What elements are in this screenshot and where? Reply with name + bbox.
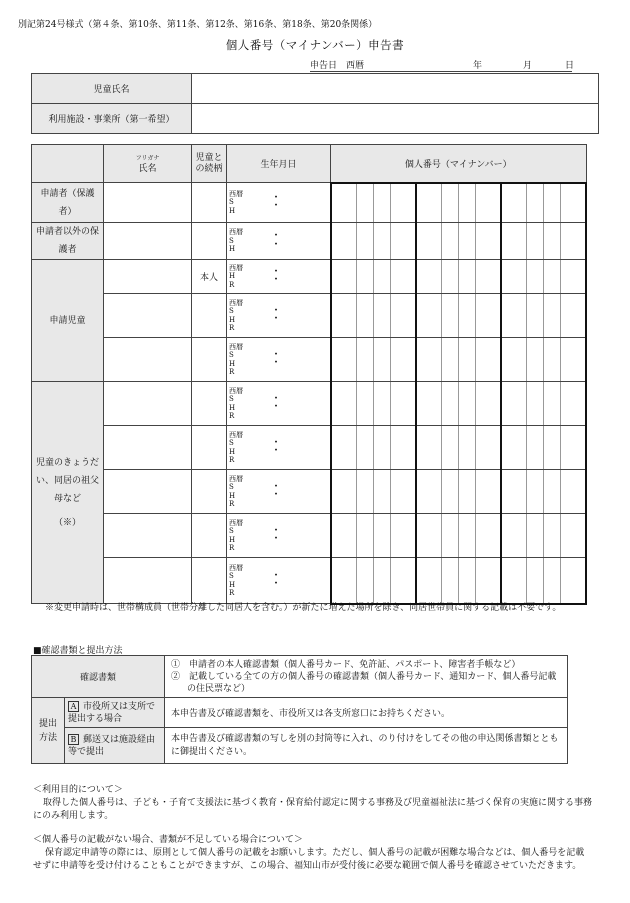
facility-label: 利用施設・事業所（第一希望） (32, 104, 192, 134)
mynumber-digit-cell[interactable] (373, 260, 390, 294)
mynumber-digit-cell[interactable] (416, 382, 442, 426)
mynumber-digit-cell[interactable] (560, 338, 586, 382)
siblings-mark: （※） (53, 517, 81, 528)
dob-field[interactable] (227, 260, 331, 294)
furigana-label: フリガナ (135, 154, 160, 162)
dob-field[interactable] (227, 426, 331, 470)
era-option: R (229, 500, 235, 508)
mynumber-digit-cell[interactable] (356, 558, 373, 604)
change-note: ※変更申請時は、世帯構成員（世帯分離した同居人を含む。）が新たに増えた場所を除き、同居世帯員に関する記載は不要です。 (45, 603, 562, 613)
mynumber-digit-cell[interactable] (331, 382, 357, 426)
relation-field[interactable] (192, 183, 227, 223)
missing-text: 保育認定申請等の際には、原則として個人番号の記載をお願いします。ただし、個人番号の記載が困難な場合などは、個人番号を記載せずに申請等を受け付けることもことができますが、この場合、福知山市が受付後に必要な範囲で個人番号を確認させていただきます。 (33, 848, 585, 871)
mynumber-digit-cell[interactable] (441, 338, 458, 382)
era-option: R (229, 544, 235, 552)
purpose-heading: ＜利用目的について＞ (33, 785, 123, 795)
household-table (31, 144, 587, 605)
mynumber-digit-cell[interactable] (441, 294, 458, 338)
mynumber-digit-cell[interactable] (458, 183, 475, 223)
relation-field[interactable] (192, 426, 227, 470)
era-option: S (229, 307, 234, 315)
mynumber-digit-cell[interactable] (331, 223, 357, 260)
mynumber-digit-cell[interactable] (373, 183, 390, 223)
mynumber-digit-cell[interactable] (373, 294, 390, 338)
mynumber-digit-cell[interactable] (416, 294, 442, 338)
mynumber-digit-cell[interactable] (475, 470, 501, 514)
mynumber-digit-cell[interactable] (458, 426, 475, 470)
mynumber-digit-cell[interactable] (356, 338, 373, 382)
mynumber-digit-cell[interactable] (441, 558, 458, 604)
date-separator-dots: ・ ・ (271, 266, 295, 286)
era-option: 西暦 (229, 189, 243, 198)
era-option: H (229, 359, 236, 368)
era-option: 西暦 (229, 386, 243, 395)
household-row (32, 514, 587, 558)
era-option: 西暦 (229, 298, 243, 307)
doc-line-2: ② 記載している全ての方の個人番号の確認書類（個人番号カード、通知カード、個人番号記載の住民票など） (171, 671, 557, 694)
date-separator-dots: ・ ・ (271, 349, 295, 369)
mynumber-digit-cell[interactable] (501, 514, 527, 558)
row-applicant-label (32, 183, 104, 223)
mynumber-digit-cell[interactable] (526, 260, 543, 294)
mynumber-digit-cell[interactable] (356, 470, 373, 514)
relation-field[interactable] (192, 558, 227, 604)
mynumber-digit-cell[interactable] (331, 426, 357, 470)
mynumber-digit-cell[interactable] (475, 183, 501, 223)
dob-field[interactable] (227, 294, 331, 338)
relation-field[interactable] (192, 338, 227, 382)
era-option: 西暦 (229, 474, 243, 483)
row-group-text: 児童のきょうだい、同居の祖父母など (36, 457, 100, 504)
mynumber-digit-cell[interactable] (560, 470, 586, 514)
name-field[interactable] (104, 338, 192, 382)
child-info-table (31, 73, 599, 134)
mynumber-digit-cell[interactable] (458, 223, 475, 260)
row-child-label (32, 260, 104, 382)
mynumber-column-header: 個人番号（マイナンバー） (331, 145, 587, 183)
era-option: R (229, 324, 235, 332)
confirm-section-title: ■確認書類と提出方法 (33, 646, 123, 656)
mynumber-digit-cell[interactable] (475, 260, 501, 294)
mynumber-digit-cell[interactable] (501, 183, 527, 223)
household-row (32, 426, 587, 470)
row-other-guardian-label (32, 223, 104, 260)
mynumber-digit-cell[interactable] (458, 382, 475, 426)
method-b-text: 本申告書及び確認書類の写しを別の封筒等に入れ、のり付けをしてその他の申込関係書類とともに御提出ください。 (165, 728, 568, 764)
date-separator-dots: ・ ・ (271, 393, 295, 413)
dob-field[interactable] (227, 223, 331, 260)
mynumber-digit-cell[interactable] (543, 183, 560, 223)
child-name-label: 児童氏名 (32, 74, 192, 104)
purpose-text: 取得した個人番号は、子ども・子育て支援法に基づく教育・保育給付認定に関する事務及び児童福祉法に基づく保育の実施に関する事務にのみ利用します。 (33, 798, 593, 821)
date-separator-dots: ・ ・ (271, 437, 295, 457)
year-label: 年 (473, 61, 483, 71)
mynumber-digit-cell[interactable] (331, 558, 357, 604)
era-option: R (229, 280, 235, 289)
method-a-label-cell (65, 698, 165, 728)
relation-field[interactable] (192, 294, 227, 338)
mynumber-digit-cell[interactable] (475, 223, 501, 260)
mynumber-digit-cell[interactable] (331, 294, 357, 338)
mynumber-digit-cell[interactable] (560, 426, 586, 470)
mynumber-digit-cell[interactable] (543, 426, 560, 470)
mynumber-digit-cell[interactable] (458, 260, 475, 294)
form-reference: 別記第24号様式（第４条、第10条、第11条、第12条、第16条、第18条、第20条関係） (18, 20, 378, 30)
mynumber-digit-cell[interactable] (390, 294, 416, 338)
mynumber-digit-cell[interactable] (441, 183, 458, 223)
mynumber-digit-cell[interactable] (526, 183, 543, 223)
era-option: R (229, 412, 235, 420)
era-option: 西暦 (229, 430, 243, 439)
relation-field[interactable] (192, 470, 227, 514)
mynumber-digit-cell[interactable] (543, 338, 560, 382)
mynumber-digit-cell[interactable] (458, 338, 475, 382)
mynumber-digit-cell[interactable] (373, 338, 390, 382)
mynumber-digit-cell[interactable] (526, 294, 543, 338)
date-separator-dots: ・ ・ (271, 230, 295, 250)
mynumber-digit-cell[interactable] (560, 183, 586, 223)
mynumber-digit-cell[interactable] (331, 470, 357, 514)
dob-field[interactable] (227, 514, 331, 558)
household-row (32, 223, 587, 260)
name-field[interactable] (104, 223, 192, 260)
child-name-field[interactable] (192, 74, 599, 104)
name-field[interactable] (104, 294, 192, 338)
doc-label: 確認書類 (32, 656, 165, 698)
mynumber-digit-cell[interactable] (501, 558, 527, 604)
missing-heading: ＜個人番号の記載がない場合、書類が不足している場合について＞ (33, 835, 303, 845)
dob-field[interactable] (227, 558, 331, 604)
era-option: S (229, 395, 234, 403)
household-row (32, 294, 587, 338)
mynumber-digit-cell[interactable] (416, 426, 442, 470)
mynumber-digit-cell[interactable] (356, 426, 373, 470)
mynumber-digit-cell[interactable] (441, 514, 458, 558)
dob-field[interactable] (227, 183, 331, 223)
mynumber-digit-cell[interactable] (458, 470, 475, 514)
era-option: 西暦 (229, 563, 243, 572)
method-b-label: 郵送又は施設経由等で提出 (68, 734, 156, 757)
name-field[interactable] (104, 426, 192, 470)
mynumber-digit-cell[interactable] (458, 514, 475, 558)
mynumber-digit-cell[interactable] (475, 294, 501, 338)
mynumber-digit-cell[interactable] (543, 470, 560, 514)
relation-field[interactable] (192, 382, 227, 426)
era-option: S (229, 572, 234, 580)
mynumber-digit-cell[interactable] (331, 338, 357, 382)
mynumber-digit-cell[interactable] (373, 514, 390, 558)
household-row (32, 183, 587, 223)
mynumber-digit-cell[interactable] (390, 382, 416, 426)
era-option: H (229, 403, 236, 412)
mynumber-digit-cell[interactable] (416, 223, 442, 260)
mynumber-digit-cell[interactable] (560, 558, 586, 604)
mynumber-digit-cell[interactable] (501, 260, 527, 294)
facility-field[interactable] (192, 104, 599, 134)
mynumber-digit-cell[interactable] (416, 514, 442, 558)
mynumber-digit-cell[interactable] (356, 223, 373, 260)
mynumber-digit-cell[interactable] (543, 223, 560, 260)
doc-list (165, 656, 568, 698)
mynumber-digit-cell[interactable] (475, 338, 501, 382)
mynumber-digit-cell[interactable] (416, 558, 442, 604)
mynumber-digit-cell[interactable] (356, 183, 373, 223)
mynumber-digit-cell[interactable] (373, 558, 390, 604)
era-option: R (229, 456, 235, 464)
name-field[interactable] (104, 382, 192, 426)
mynumber-digit-cell[interactable] (416, 338, 442, 382)
mynumber-digit-cell[interactable] (390, 338, 416, 382)
name-field[interactable] (104, 514, 192, 558)
mynumber-digit-cell[interactable] (390, 558, 416, 604)
mynumber-digit-cell[interactable] (416, 470, 442, 514)
mynumber-digit-cell[interactable] (475, 558, 501, 604)
row-siblings-label (32, 382, 104, 604)
household-row (32, 558, 587, 604)
dob-column-header: 生年月日 (227, 145, 331, 183)
dob-field[interactable] (227, 338, 331, 382)
relation-field[interactable] (192, 514, 227, 558)
mynumber-digit-cell[interactable] (441, 223, 458, 260)
mynumber-digit-cell[interactable] (416, 260, 442, 294)
mynumber-digit-cell[interactable] (543, 260, 560, 294)
mynumber-digit-cell[interactable] (526, 426, 543, 470)
mynumber-digit-cell[interactable] (441, 426, 458, 470)
date-separator-dots: ・ ・ (271, 525, 295, 545)
method-label: 提出方法 (32, 698, 65, 764)
date-separator-dots: ・ ・ (271, 570, 295, 590)
mynumber-digit-cell[interactable] (373, 223, 390, 260)
mynumber-digit-cell[interactable] (441, 382, 458, 426)
era-option: 西暦 (229, 518, 243, 527)
era-option: H (229, 491, 236, 500)
name-field[interactable] (104, 470, 192, 514)
date-separator-dots: ・ ・ (271, 305, 295, 325)
mynumber-digit-cell[interactable] (526, 338, 543, 382)
era-option: H (229, 315, 236, 324)
era-option: S (229, 198, 234, 207)
mynumber-digit-cell[interactable] (441, 260, 458, 294)
mynumber-digit-cell[interactable] (543, 294, 560, 338)
method-a-badge: A (68, 701, 79, 712)
household-row (32, 382, 587, 426)
mynumber-digit-cell[interactable] (475, 382, 501, 426)
mynumber-digit-cell[interactable] (390, 223, 416, 260)
mynumber-digit-cell[interactable] (501, 426, 527, 470)
row-group-text: 申請児童 (49, 315, 86, 326)
era-option: 西暦 (229, 263, 243, 272)
mynumber-digit-cell[interactable] (390, 470, 416, 514)
date-separator-dots: ・ ・ (271, 481, 295, 501)
mynumber-digit-cell[interactable] (331, 260, 357, 294)
declaration-date (310, 58, 575, 72)
mynumber-digit-cell[interactable] (331, 183, 357, 223)
date-label: 申告日 西暦 (310, 61, 365, 71)
relation-field[interactable] (192, 260, 227, 294)
mynumber-digit-cell[interactable] (526, 514, 543, 558)
mynumber-digit-cell[interactable] (356, 382, 373, 426)
mynumber-digit-cell[interactable] (526, 382, 543, 426)
page-title: 個人番号（マイナンバー）申告書 (225, 38, 405, 52)
mynumber-digit-cell[interactable] (560, 260, 586, 294)
self-label: 本人 (199, 273, 218, 283)
mynumber-digit-cell[interactable] (373, 426, 390, 470)
mynumber-digit-cell[interactable] (501, 382, 527, 426)
name-label: 氏名 (138, 163, 157, 174)
mynumber-digit-cell[interactable] (458, 558, 475, 604)
mynumber-digit-cell[interactable] (458, 294, 475, 338)
relation-column-header: 児童との続柄 (192, 145, 227, 183)
era-option: H (229, 535, 236, 544)
era-option: S (229, 439, 234, 447)
mynumber-digit-cell[interactable] (390, 426, 416, 470)
mynumber-digit-cell[interactable] (501, 338, 527, 382)
era-option: S (229, 527, 234, 535)
mynumber-digit-cell[interactable] (543, 514, 560, 558)
mynumber-digit-cell[interactable] (526, 223, 543, 260)
row-group-text: 申請者以外の保護者 (36, 227, 100, 255)
row-group-text: 申請者（保護者） (40, 188, 95, 217)
household-row (32, 470, 587, 514)
mynumber-digit-cell[interactable] (560, 382, 586, 426)
mynumber-digit-cell[interactable] (475, 514, 501, 558)
label-column-header (32, 145, 104, 183)
mynumber-digit-cell[interactable] (501, 470, 527, 514)
relation-field[interactable] (192, 223, 227, 260)
era-option: R (229, 368, 235, 376)
era-option: R (229, 589, 235, 597)
mynumber-digit-cell[interactable] (501, 223, 527, 260)
day-label: 日 (565, 61, 575, 71)
mynumber-digit-cell[interactable] (356, 294, 373, 338)
mynumber-digit-cell[interactable] (441, 470, 458, 514)
era-option: S (229, 236, 234, 245)
mynumber-digit-cell[interactable] (475, 426, 501, 470)
mynumber-digit-cell[interactable] (390, 514, 416, 558)
dob-field[interactable] (227, 382, 331, 426)
mynumber-digit-cell[interactable] (373, 382, 390, 426)
household-row (32, 260, 587, 294)
mynumber-digit-cell[interactable] (543, 558, 560, 604)
era-option: H (229, 206, 236, 215)
mynumber-digit-cell[interactable] (390, 260, 416, 294)
method-b-badge: B (68, 734, 79, 745)
mynumber-digit-cell[interactable] (526, 558, 543, 604)
method-a-text: 本申告書及び確認書類を、市役所又は各支所窓口にお持ちください。 (165, 698, 568, 728)
name-field[interactable] (104, 558, 192, 604)
method-b-label-cell (65, 728, 165, 764)
doc-line-1: ① 申請者の本人確認書類（個人番号カード、免許証、パスポート、障害者手帳など） (171, 659, 521, 670)
confirm-docs-table (31, 655, 568, 764)
mynumber-digit-cell[interactable] (560, 223, 586, 260)
era-option: S (229, 351, 234, 359)
mynumber-digit-cell[interactable] (560, 514, 586, 558)
mynumber-digit-cell[interactable] (501, 294, 527, 338)
mynumber-digit-cell[interactable] (543, 382, 560, 426)
dob-field[interactable] (227, 470, 331, 514)
era-option: H (229, 447, 236, 456)
method-a-label: 市役所又は支所で提出する場合 (68, 701, 156, 724)
mynumber-digit-cell[interactable] (560, 294, 586, 338)
name-field[interactable] (104, 260, 192, 294)
name-column-header (104, 145, 192, 183)
era-option: H (229, 245, 236, 254)
mynumber-digit-cell[interactable] (373, 470, 390, 514)
era-option: 西暦 (229, 228, 243, 237)
era-option: H (229, 272, 236, 281)
name-field[interactable] (104, 183, 192, 223)
mynumber-digit-cell[interactable] (526, 470, 543, 514)
household-row (32, 338, 587, 382)
mynumber-digit-cell[interactable] (356, 514, 373, 558)
mynumber-digit-cell[interactable] (331, 514, 357, 558)
mynumber-digit-cell[interactable] (356, 260, 373, 294)
month-label: 月 (523, 61, 533, 71)
mynumber-digit-cell[interactable] (416, 183, 442, 223)
mynumber-digit-cell[interactable] (390, 183, 416, 223)
date-separator-dots: ・ ・ (271, 192, 295, 212)
era-option: H (229, 580, 236, 589)
era-option: S (229, 483, 234, 491)
era-option: 西暦 (229, 342, 243, 351)
